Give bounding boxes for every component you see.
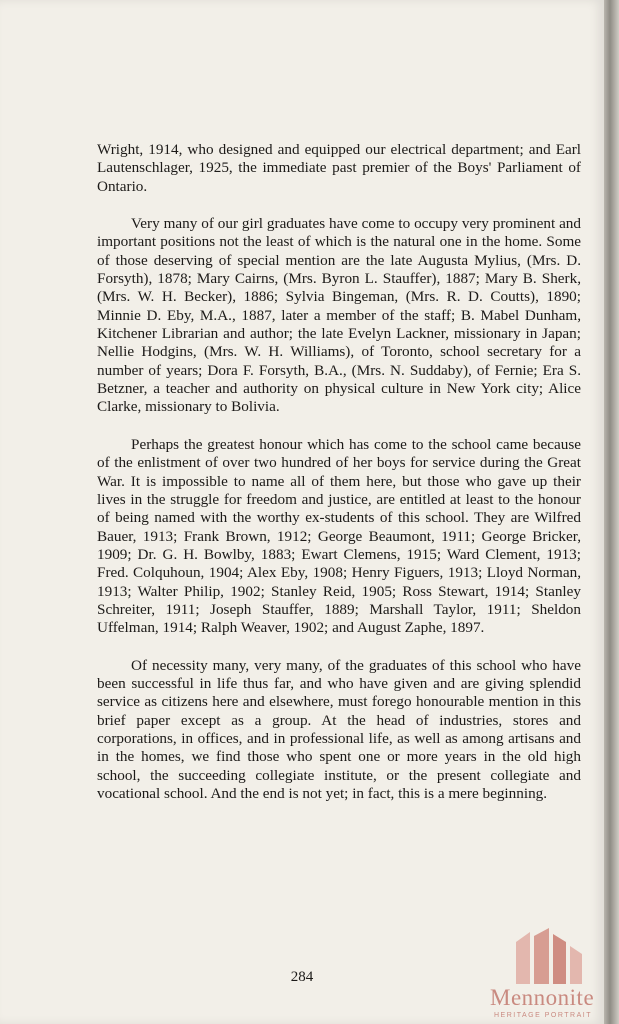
paragraph-3: Perhaps the greatest honour which has come to the school came because of the enlistment of over two hundred of her boys for service during the Great War. It is impossible to name all of them here, but those who gave up their lives in the struggle for freedom and justice, are entitled at least to the honour of being named with the worthy ex-students of this school. They are Wilfred Bauer, 1913; Frank Brown, 1912; George Beaumont, 1911; George Bricker, 1909; Dr. G. H. Bowlby, 1883; Ewart Clemens, 1915; Ward Clement, 1913; Fred. Colquhoun, 1904; Alex Eby, 1908; Henry Figuers, 1913; Lloyd Norman, 1913; Walter Philip, 1902; Stanley Reid, 1905; Ross Stewart, 1914; Stanley Schreiter, 1911; Joseph Stauffer, 1889; Marshall Taylor, 1911; Sheldon Uffelman, 1914; Ralph Weaver, 1902; and August Zaphe, 1897. <box>97 435 581 637</box>
watermark-logo <box>486 928 616 1024</box>
mennonite-logo-icon <box>514 928 584 986</box>
paragraph-4: Of necessity many, very many, of the graduates of this school who have been successful in life thus far, and who have given and are giving splendid service as citizens here and elsewhere, must forego honourable mention in this brief paper except as a group. At the head of industries, stores and corporations, in offices, and in professional life, as well as among artisans and in the homes, we find those who spent one or more years in the old high school, the succeeding collegiate institute, or the present collegiate and vocational school. And the end is not yet; in fact, this is a mere beginning. <box>97 656 581 802</box>
watermark-word: Mennonite <box>490 985 595 1010</box>
page-number: 284 <box>290 969 314 985</box>
page-edge <box>604 0 619 1024</box>
watermark-subtitle: HERITAGE PORTRAIT <box>494 1012 592 1019</box>
body-text <box>97 141 581 822</box>
paragraph-2: Very many of our girl graduates have come to occupy very prominent and important positions not the least of which is the natural one in the home. Some of those deserving of special mention are the late Augusta Mylius, (Mrs. D. Forsyth), 1878; Mary Cairns, (Mrs. Byron L. Stauffer), 1887; Mary B. Sherk, (Mrs. W. H. Becker), 1886; Sylvia Bingeman, (Mrs. R. D. Coutts), 1890; Minnie D. Eby, M.A., 1887, later a member of the staff; B. Mabel Dunham, Kitchener Librarian and author; the late Evelyn Lackner, missionary in Japan; Nellie Hodgins, (Mrs. W. H. Williams), of Toronto, school secretary for a number of years; Dora F. Forsyth, B.A., (Mrs. N. Suddaby), of Fernie; Era S. Betzner, a teacher and authority on physical culture in New York city; Alice Clarke, missionary to Bolivia. <box>97 215 581 416</box>
paragraph-1: Wright, 1914, who designed and equipped our electrical department; and Earl Lautenschlager, 1925, the immediate past premier of the Boys' Parliament of Ontario. <box>97 141 581 195</box>
